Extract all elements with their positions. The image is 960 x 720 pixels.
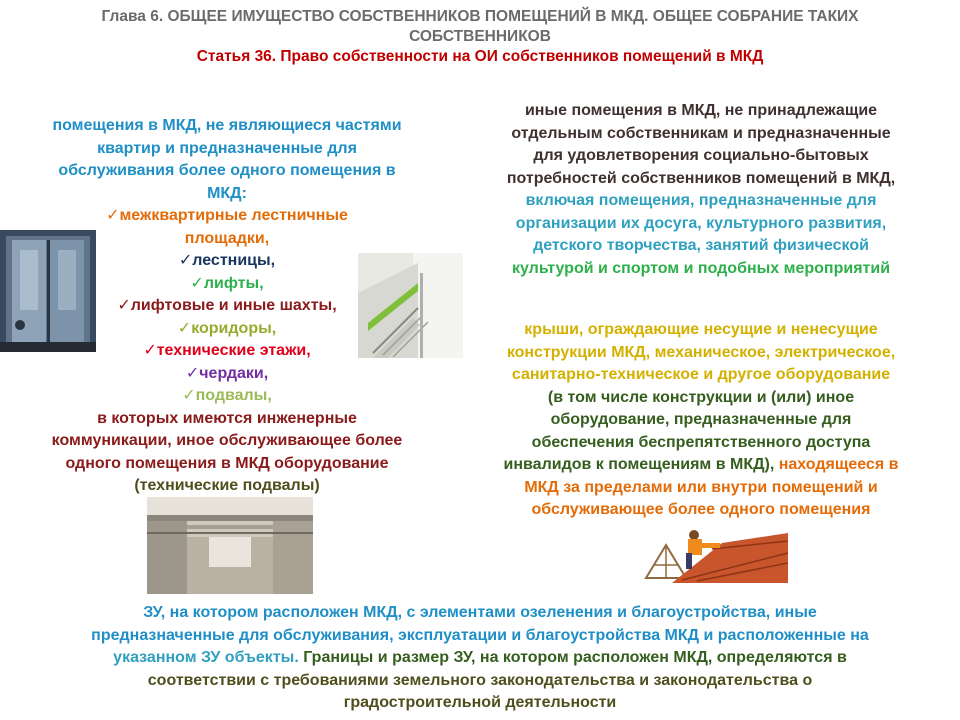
list-item-landings-cont: площадки, [184,229,270,247]
list-item-attics: ✓чердаки, [185,364,269,382]
left-outro-line: одного помещения в МКД оборудование [65,454,389,472]
bottom-line: градостроительной деятельности [343,694,617,711]
header [10,7,950,67]
elevator-photo [0,230,96,352]
right-top-line: потребностей собственников помещений в МКД, [506,169,896,187]
check-icon: ✓ [106,207,120,224]
right-bottom-orange-line: МКД за пределами или внутри помещений и [524,478,878,496]
right-bottom-line: (в том числе конструкции и (или) иное [547,388,855,406]
right-bottom-line: крыши, ограждающие несущие и ненесущие [524,321,878,338]
staircase-photo [358,253,463,358]
check-icon: ✓ [190,274,204,292]
list-item-lifts: ✓лифты, [190,274,264,292]
right-top-line: иные помещения в МКД, не принадлежащие [524,102,878,119]
right-bottom-line-mixed: инвалидов к помещениям в МКД), находящееся в [503,456,899,473]
check-icon: ✓ [177,319,192,337]
right-bottom-line: конструкции МКД, механическое, электрическое, [506,343,896,361]
check-icon: ✓ [182,387,196,404]
list-item-shafts: ✓лифтовые и иные шахты, [117,297,337,314]
check-icon: ✓ [178,252,193,269]
check-icon: ✓ [143,342,157,359]
list-item-corridors: ✓коридоры, [177,319,277,337]
right-bottom-line: санитарно-техническое и другое оборудование [511,366,891,383]
chapter-title-line1 [10,7,950,27]
left-intro-line: квартир и предназначенные для [97,139,357,157]
check-icon: ✓ [117,297,131,314]
right-bottom-block [462,319,940,522]
bottom-line-mixed: указанном ЗУ объекты. Границы и размер ЗУ, на котором расположен МКД, определяются в [113,649,847,666]
left-outro-line: коммуникации, иное обслуживающее более [51,432,403,449]
left-outro-line: (технические подвалы) [134,477,320,494]
bottom-line: соответствии с требованиями земельного законодательства и законодательства о [147,671,813,689]
list-item-landings: ✓межквартирные лестничные [106,207,348,224]
chapter-title: ОБЩЕЕ ИМУЩЕСТВО СОБСТВЕННИКОВ ПОМЕЩЕНИЙ В МКД. ОБЩЕЕ СОБРАНИЕ ТАКИХ [167,8,859,25]
left-intro-line: обслуживания более одного помещения в [58,162,396,179]
right-top-block [462,100,940,280]
right-bottom-line: обеспечения беспрепятственного доступа [531,433,871,451]
chapter-title-line2: СОБСТВЕННИКОВ [409,28,551,45]
roof-worker-illustration [642,523,788,583]
right-top-green-line: включая помещения, предназначенные для [525,192,877,209]
right-top-line: отдельным собственникам и предназначенные [511,124,891,142]
basement-photo [147,497,313,594]
right-top-line: для удовлетворения социально-бытовых [533,147,869,164]
check-icon: ✓ [185,364,200,382]
right-top-green-line: детского творчества, занятий физической [533,237,869,254]
right-top-green-line: организации их досуга, культурного развития, [515,214,887,232]
list-item-stairs: ✓лестницы, [178,252,276,269]
right-top-green-line: культурой и спортом и подобных мероприятий [511,259,891,277]
left-intro-line: помещения в МКД, не являющиеся частями [52,117,402,134]
article-title: Статья 36. Право собственности на ОИ собственников помещений в МКД [196,48,764,65]
left-intro-line: МКД: [207,184,247,202]
left-outro-line: в которых имеются инженерные [97,409,357,427]
list-item-tech-floors: ✓технические этажи, [143,342,311,359]
list-item-basements: ✓подвалы, [182,387,272,404]
bottom-block [10,602,950,715]
bottom-line: предназначенные для обслуживания, эксплуатации и благоустройства МКД и расположенные на [91,626,869,644]
chapter-prefix: Глава 6. [101,8,164,25]
right-bottom-orange-line: обслуживающее более одного помещения [531,501,871,518]
bottom-line: ЗУ, на котором расположен МКД, с элементами озеленения и благоустройства, иные [143,604,817,621]
right-bottom-line: оборудование, предназначенные для [550,411,852,428]
